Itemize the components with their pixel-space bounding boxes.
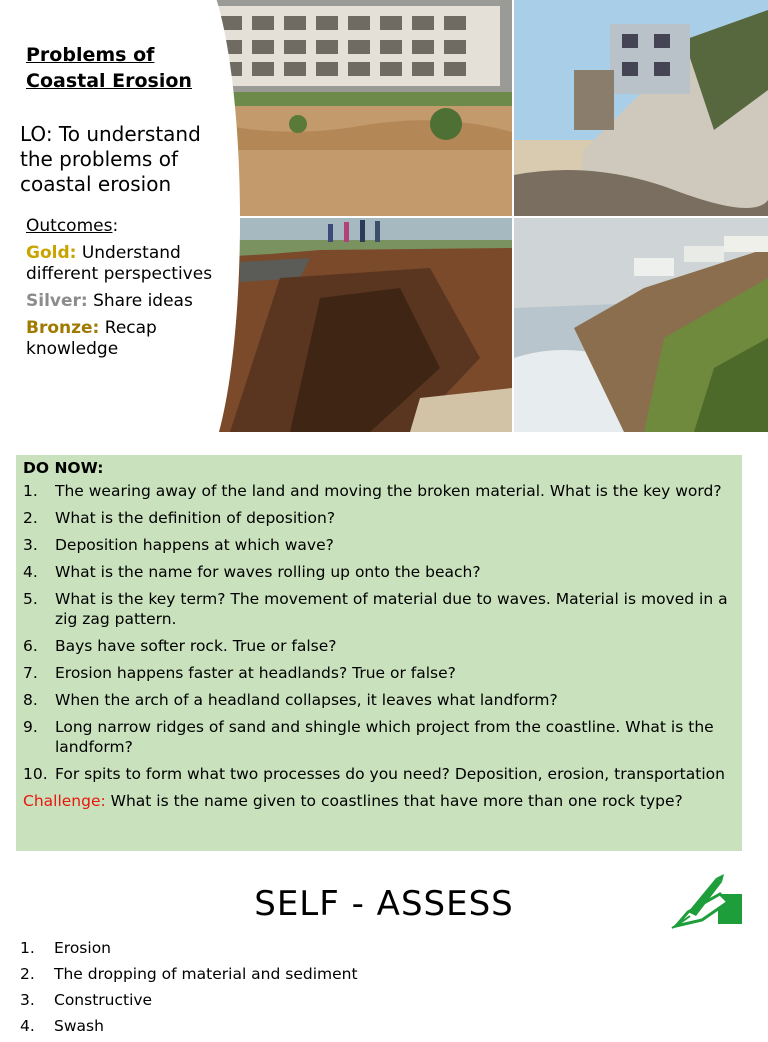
question-text: The wearing away of the land and moving the broken material. What is the key word? — [55, 482, 722, 500]
question-number: 7. — [23, 664, 38, 682]
question-text: What is the definition of deposition? — [55, 509, 336, 527]
answer-number: 2. — [20, 965, 35, 983]
page-title-line2: Coastal Erosion — [26, 70, 192, 92]
coastal-cliff-buildings-photo — [514, 218, 768, 432]
outcome-silver — [26, 291, 216, 312]
list-item — [23, 717, 734, 757]
challenge-label: Challenge: — [23, 792, 106, 810]
question-number: 4. — [23, 563, 38, 581]
question-text: When the arch of a headland collapses, it leaves what landform? — [55, 691, 558, 709]
silver-label: Silver: — [26, 291, 88, 311]
collapsed-road-cliff-photo — [200, 218, 512, 432]
question-text: Erosion happens faster at headlands? True or false? — [55, 664, 456, 682]
answer-text: Erosion — [54, 939, 111, 957]
question-text: Long narrow ridges of sand and shingle which project from the coastline. What is the landform? — [55, 718, 714, 756]
challenge-question — [23, 791, 734, 811]
answer-text: Swash — [54, 1017, 104, 1035]
list-item — [23, 508, 734, 528]
answer-number: 1. — [20, 939, 35, 957]
bronze-text: Recap knowledge — [26, 318, 157, 359]
list-item — [23, 589, 734, 629]
question-number: 6. — [23, 637, 38, 655]
do-now-heading: DO NOW: — [23, 459, 104, 477]
answer-number: 4. — [20, 1017, 35, 1035]
list-item — [23, 535, 734, 555]
list-item — [20, 1016, 358, 1036]
question-text: Bays have softer rock. True or false? — [55, 637, 337, 655]
question-text: Deposition happens at which wave? — [55, 536, 334, 554]
outcomes-panel — [26, 216, 216, 360]
answer-text: The dropping of material and sediment — [54, 965, 358, 983]
outcome-gold — [26, 243, 216, 285]
photo-collage — [200, 0, 768, 432]
page-title-line1: Problems of — [26, 44, 155, 66]
self-assess-answers — [20, 938, 358, 1042]
list-item — [23, 636, 734, 656]
silver-text: Share ideas — [93, 291, 193, 311]
challenge-text: What is the name given to coastlines that have more than one rock type? — [110, 792, 683, 810]
question-number: 3. — [23, 536, 38, 554]
answer-text: Constructive — [54, 991, 153, 1009]
question-number: 2. — [23, 509, 38, 527]
question-text: What is the name for waves rolling up onto the beach? — [55, 563, 481, 581]
hand-writing-icon — [668, 872, 746, 930]
question-number: 9. — [23, 718, 38, 736]
cliff-top-apartments-photo — [200, 0, 512, 216]
do-now-box — [16, 455, 742, 851]
gold-text: Understand different perspectives — [26, 243, 213, 284]
page-title — [26, 42, 192, 94]
do-now-questions — [23, 481, 734, 784]
list-item — [23, 663, 734, 683]
answer-number: 3. — [20, 991, 35, 1009]
list-item — [23, 562, 734, 582]
question-number: 10. — [23, 765, 48, 783]
question-number: 8. — [23, 691, 38, 709]
gold-label: Gold: — [26, 243, 77, 263]
question-text: For spits to form what two processes do you need? Deposition, erosion, transportation — [55, 765, 725, 783]
list-item — [23, 764, 734, 784]
question-number: 1. — [23, 482, 38, 500]
list-item — [23, 690, 734, 710]
bronze-label: Bronze: — [26, 318, 100, 338]
question-text: What is the key term? The movement of material due to waves. Material is moved in a zig zag pattern. — [55, 590, 728, 628]
outcome-bronze — [26, 318, 216, 360]
eroded-cliff-houses-photo — [514, 0, 768, 216]
list-item — [20, 990, 358, 1010]
outcomes-label: Outcomes — [26, 216, 113, 236]
learning-objective: LO: To understand the problems of coastal erosion — [20, 122, 201, 196]
list-item — [23, 481, 734, 501]
list-item — [20, 938, 358, 958]
list-item — [20, 964, 358, 984]
outcomes-colon: : — [112, 216, 119, 236]
question-number: 5. — [23, 590, 38, 608]
self-assess-title: SELF - ASSESS — [254, 884, 514, 924]
